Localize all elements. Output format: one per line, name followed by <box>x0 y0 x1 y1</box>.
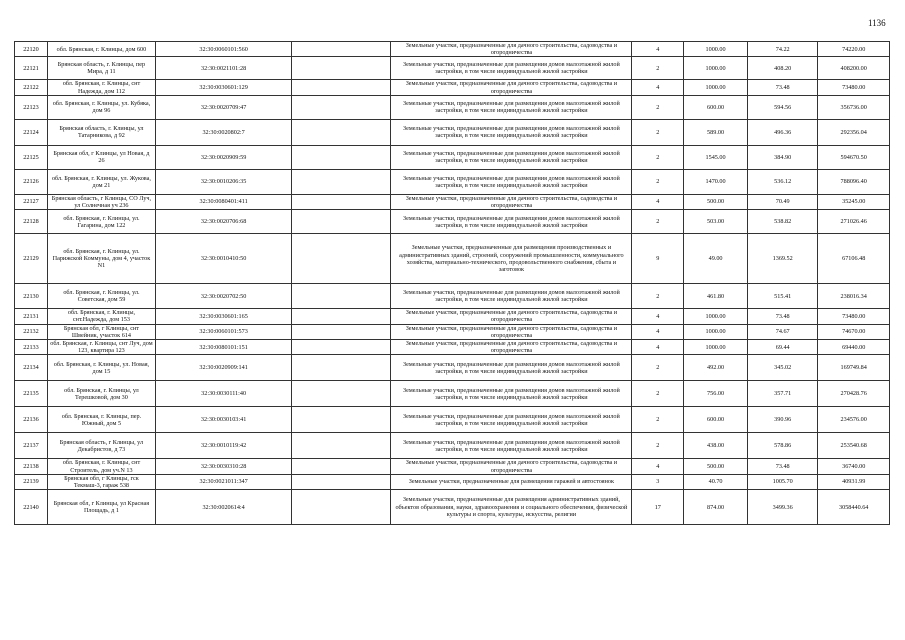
table-row <box>15 407 890 433</box>
group-cell: 4 <box>632 309 684 324</box>
specific-value-cell: 73.48 <box>747 80 817 95</box>
cadastral-number-cell: 32:30:0030103:41 <box>155 407 291 433</box>
specific-value-cell: 538.82 <box>747 210 817 234</box>
table-row <box>15 145 890 169</box>
empty-cell <box>292 355 391 381</box>
empty-cell <box>292 119 391 145</box>
address-cell: обл. Брянская, г. Клинцы, снт.Надежда, дом 153 <box>48 309 156 324</box>
group-cell: 9 <box>632 234 684 284</box>
area-cell: 500.00 <box>684 459 748 474</box>
row-id-cell: 22120 <box>15 42 48 57</box>
cadastral-number-cell: 32:30:0030601:165 <box>155 309 291 324</box>
area-cell: 49.00 <box>684 234 748 284</box>
group-cell: 2 <box>632 407 684 433</box>
table-row <box>15 210 890 234</box>
land-use-cell: Земельные участки, предназначенные для размещения административных зданий, объектов образования, науки, здравоохранения и социального обеспечения, физической культуры и спорта, культуры, искусства, религии <box>391 490 632 525</box>
land-use-cell: Земельные участки, предназначенные для дачного строительства, садоводства и огородничества <box>391 459 632 474</box>
group-cell: 4 <box>632 324 684 339</box>
cadastral-value-cell: 234576.00 <box>818 407 890 433</box>
cadastral-number-cell: 32:30:0010206:35 <box>155 169 291 194</box>
cadastral-number-cell: 32:30:0021101:28 <box>155 57 291 80</box>
group-cell: 2 <box>632 119 684 145</box>
group-cell: 4 <box>632 80 684 95</box>
cadastral-value-cell: 270428.76 <box>818 381 890 407</box>
address-cell: Брянская область, г Клинцы, СО Луч, ул Солнечная уч 236 <box>48 194 156 209</box>
land-use-cell: Земельные участки, предназначенные для дачного строительства, садоводства и огородничества <box>391 340 632 355</box>
cadastral-value-cell: 594670.50 <box>818 145 890 169</box>
land-use-cell: Земельные участки, предназначенные для дачного строительства, садоводства и огородничества <box>391 194 632 209</box>
cadastral-number-cell: 32:30:0021011:347 <box>155 474 291 489</box>
cadastral-value-cell: 67106.48 <box>818 234 890 284</box>
address-cell: обл. Брянская, г. Клинцы, ул. Новая, дом 15 <box>48 355 156 381</box>
land-use-cell: Земельные участки, предназначенные для размещения домов малоэтажной жилой застройки, в том числе индивидуальной жилой застройки <box>391 407 632 433</box>
land-use-cell: Земельные участки, предназначенные для размещения гаражей и автостоянок <box>391 474 632 489</box>
table-row <box>15 284 890 309</box>
cadastral-number-cell: 32:30:0020909:59 <box>155 145 291 169</box>
group-cell: 2 <box>632 284 684 309</box>
row-id-cell: 22126 <box>15 169 48 194</box>
group-cell: 2 <box>632 355 684 381</box>
empty-cell <box>292 42 391 57</box>
row-id-cell: 22131 <box>15 309 48 324</box>
cadastral-value-cell: 36740.00 <box>818 459 890 474</box>
row-id-cell: 22130 <box>15 284 48 309</box>
address-cell: обл. Брянская, г. Клинцы, дом 600 <box>48 42 156 57</box>
empty-cell <box>292 407 391 433</box>
empty-cell <box>292 284 391 309</box>
land-use-cell: Земельные участки, предназначенные для размещения домов малоэтажной жилой застройки, в том числе индивидуальной жилой застройки <box>391 355 632 381</box>
table-row <box>15 234 890 284</box>
land-use-cell: Земельные участки, предназначенные для размещения домов малоэтажной жилой застройки, в том числе индивидуальной жилой застройки <box>391 145 632 169</box>
area-cell: 1000.00 <box>684 42 748 57</box>
area-cell: 438.00 <box>684 433 748 459</box>
cadastral-value-cell: 40931.99 <box>818 474 890 489</box>
specific-value-cell: 70.49 <box>747 194 817 209</box>
specific-value-cell: 345.02 <box>747 355 817 381</box>
area-cell: 589.00 <box>684 119 748 145</box>
table-row <box>15 42 890 57</box>
address-cell: обл. Брянская, г. Клинцы, снт Строитель, дом уч.N 13 <box>48 459 156 474</box>
land-use-cell: Земельные участки, предназначенные для размещения домов малоэтажной жилой застройки, в том числе индивидуальной жилой застройки <box>391 210 632 234</box>
address-cell: Брянская область, г Клинцы, ул Декабристов, д 73 <box>48 433 156 459</box>
area-cell: 756.00 <box>684 381 748 407</box>
table-row <box>15 355 890 381</box>
row-id-cell: 22134 <box>15 355 48 381</box>
specific-value-cell: 74.67 <box>747 324 817 339</box>
cadastral-number-cell: 32:30:0020706:68 <box>155 210 291 234</box>
group-cell: 2 <box>632 95 684 119</box>
row-id-cell: 22127 <box>15 194 48 209</box>
area-cell: 492.00 <box>684 355 748 381</box>
empty-cell <box>292 95 391 119</box>
cadastral-value-cell: 271026.46 <box>818 210 890 234</box>
cadastral-value-cell: 74220.00 <box>818 42 890 57</box>
land-use-cell: Земельные участки, предназначенные для размещения домов малоэтажной жилой застройки, в том числе индивидуальной жилой застройки <box>391 433 632 459</box>
row-id-cell: 22139 <box>15 474 48 489</box>
group-cell: 4 <box>632 194 684 209</box>
table-row <box>15 80 890 95</box>
empty-cell <box>292 169 391 194</box>
cadastral-number-cell: 32:30:0080401:411 <box>155 194 291 209</box>
cadastral-number-cell: 32:30:0020802:7 <box>155 119 291 145</box>
address-cell: обл. Брянская, г. Клинцы, ул Терешковой, дом 30 <box>48 381 156 407</box>
table-row <box>15 459 890 474</box>
address-cell: обл. Брянская, г. Клинцы, пер. Южный, дом 5 <box>48 407 156 433</box>
address-cell: обл. Брянская, г. Клинцы, ул. Гагарина, дом 122 <box>48 210 156 234</box>
land-use-cell: Земельные участки, предназначенные для размещения производственных и административных зданий, строений, сооружений промышленности, коммунального хозяйства, материально-технического, продовольственного снабжения, сбыта и заготовок <box>391 234 632 284</box>
specific-value-cell: 1369.52 <box>747 234 817 284</box>
row-id-cell: 22122 <box>15 80 48 95</box>
specific-value-cell: 515.41 <box>747 284 817 309</box>
specific-value-cell: 408.20 <box>747 57 817 80</box>
land-use-cell: Земельные участки, предназначенные для дачного строительства, садоводства и огородничества <box>391 324 632 339</box>
cadastral-value-cell: 69440.00 <box>818 340 890 355</box>
specific-value-cell: 578.86 <box>747 433 817 459</box>
row-id-cell: 22138 <box>15 459 48 474</box>
row-id-cell: 22121 <box>15 57 48 80</box>
cadastral-number-cell: 32:30:0020702:50 <box>155 284 291 309</box>
empty-cell <box>292 194 391 209</box>
address-cell: обл. Брянская, г. Клинцы, снт Надежда, дом 112 <box>48 80 156 95</box>
cadastral-number-cell: 32:30:0010119:42 <box>155 433 291 459</box>
area-cell: 503.00 <box>684 210 748 234</box>
land-use-cell: Земельные участки, предназначенные для размещения домов малоэтажной жилой застройки, в том числе индивидуальной жилой застройки <box>391 284 632 309</box>
group-cell: 17 <box>632 490 684 525</box>
table-row <box>15 57 890 80</box>
area-cell: 1000.00 <box>684 80 748 95</box>
land-use-cell: Земельные участки, предназначенные для размещения домов малоэтажной жилой застройки, в том числе индивидуальной жилой застройки <box>391 95 632 119</box>
table-row <box>15 169 890 194</box>
specific-value-cell: 3499.36 <box>747 490 817 525</box>
area-cell: 461.80 <box>684 284 748 309</box>
empty-cell <box>292 433 391 459</box>
address-cell: Брянская обл, г Клинцы, ул Новая, д 26 <box>48 145 156 169</box>
cadastral-number-cell: 32:30:0060101:573 <box>155 324 291 339</box>
specific-value-cell: 73.48 <box>747 309 817 324</box>
cadastral-value-cell: 788096.40 <box>818 169 890 194</box>
specific-value-cell: 69.44 <box>747 340 817 355</box>
cadastral-value-cell: 292356.04 <box>818 119 890 145</box>
cadastral-number-cell: 32:30:0020614:4 <box>155 490 291 525</box>
cadastral-value-cell: 408200.00 <box>818 57 890 80</box>
area-cell: 1000.00 <box>684 324 748 339</box>
specific-value-cell: 496.36 <box>747 119 817 145</box>
page-number: 1136 <box>868 18 886 28</box>
land-use-cell: Земельные участки, предназначенные для дачного строительства, садоводства и огородничества <box>391 42 632 57</box>
specific-value-cell: 384.90 <box>747 145 817 169</box>
table-row <box>15 433 890 459</box>
empty-cell <box>292 145 391 169</box>
row-id-cell: 22137 <box>15 433 48 459</box>
cadastral-number-cell: 32:30:0020909:141 <box>155 355 291 381</box>
row-id-cell: 22135 <box>15 381 48 407</box>
land-use-cell: Земельные участки, предназначенные для размещения домов малоэтажной жилой застройки, в том числе индивидуальной жилой застройки <box>391 169 632 194</box>
row-id-cell: 22133 <box>15 340 48 355</box>
table-row <box>15 381 890 407</box>
row-id-cell: 22124 <box>15 119 48 145</box>
specific-value-cell: 1005.70 <box>747 474 817 489</box>
row-id-cell: 22129 <box>15 234 48 284</box>
specific-value-cell: 73.48 <box>747 459 817 474</box>
group-cell: 2 <box>632 169 684 194</box>
address-cell: Брянская обл, г Клинцы, ул Красная Площадь, д 1 <box>48 490 156 525</box>
cadastral-number-cell: 32:30:0060101:560 <box>155 42 291 57</box>
cadastral-value-cell: 3058440.64 <box>818 490 890 525</box>
address-cell: Брянская обл, г Клинцы, гск Текмаш-3, гараж 538 <box>48 474 156 489</box>
empty-cell <box>292 234 391 284</box>
land-use-cell: Земельные участки, предназначенные для размещения домов малоэтажной жилой застройки, в том числе индивидуальной жилой застройки <box>391 119 632 145</box>
area-cell: 1000.00 <box>684 309 748 324</box>
table-row <box>15 490 890 525</box>
area-cell: 1545.00 <box>684 145 748 169</box>
cadastral-value-cell: 73480.00 <box>818 80 890 95</box>
address-cell: обл. Брянская, г. Клинцы, ул. Кубяка, дом 96 <box>48 95 156 119</box>
empty-cell <box>292 459 391 474</box>
cadastral-number-cell: 32:30:0030111:40 <box>155 381 291 407</box>
address-cell: обл. Брянская, г. Клинцы, ул. Парижской Коммуны, дом 4, участок N1 <box>48 234 156 284</box>
address-cell: обл. Брянская, г. Клинцы, ул. Жукова, дом 21 <box>48 169 156 194</box>
address-cell: Брянская область, г. Клинцы, ул Татарникова, д 92 <box>48 119 156 145</box>
cadastral-number-cell: 32:30:0020709:47 <box>155 95 291 119</box>
empty-cell <box>292 80 391 95</box>
empty-cell <box>292 474 391 489</box>
empty-cell <box>292 381 391 407</box>
cadastral-number-cell: 32:30:0080101:151 <box>155 340 291 355</box>
specific-value-cell: 357.71 <box>747 381 817 407</box>
empty-cell <box>292 490 391 525</box>
row-id-cell: 22132 <box>15 324 48 339</box>
land-use-cell: Земельные участки, предназначенные для размещения домов малоэтажной жилой застройки, в том числе индивидуальной жилой застройки <box>391 57 632 80</box>
cadastral-number-cell: 32:30:0010410:50 <box>155 234 291 284</box>
cadastral-number-cell: 32:30:0030310:28 <box>155 459 291 474</box>
land-use-cell: Земельные участки, предназначенные для размещения домов малоэтажной жилой застройки, в том числе индивидуальной жилой застройки <box>391 381 632 407</box>
empty-cell <box>292 57 391 80</box>
group-cell: 3 <box>632 474 684 489</box>
empty-cell <box>292 324 391 339</box>
group-cell: 2 <box>632 433 684 459</box>
row-id-cell: 22136 <box>15 407 48 433</box>
empty-cell <box>292 210 391 234</box>
empty-cell <box>292 340 391 355</box>
cadastral-value-cell: 73480.00 <box>818 309 890 324</box>
area-cell: 600.00 <box>684 95 748 119</box>
area-cell: 500.00 <box>684 194 748 209</box>
address-cell: Брянская обл, г Клинцы, снт Швейник, участок 614 <box>48 324 156 339</box>
table-row <box>15 340 890 355</box>
row-id-cell: 22123 <box>15 95 48 119</box>
land-use-cell: Земельные участки, предназначенные для дачного строительства, садоводства и огородничества <box>391 80 632 95</box>
area-cell: 40.70 <box>684 474 748 489</box>
group-cell: 2 <box>632 210 684 234</box>
specific-value-cell: 536.12 <box>747 169 817 194</box>
specific-value-cell: 74.22 <box>747 42 817 57</box>
group-cell: 4 <box>632 340 684 355</box>
row-id-cell: 22140 <box>15 490 48 525</box>
row-id-cell: 22128 <box>15 210 48 234</box>
cadastral-value-cell: 74670.00 <box>818 324 890 339</box>
group-cell: 2 <box>632 57 684 80</box>
specific-value-cell: 594.56 <box>747 95 817 119</box>
table-row <box>15 309 890 324</box>
cadastral-value-cell: 238016.34 <box>818 284 890 309</box>
cadastral-value-cell: 35245.00 <box>818 194 890 209</box>
address-cell: обл. Брянская, г. Клинцы, снт Луч, дом 123, квартира 123 <box>48 340 156 355</box>
group-cell: 2 <box>632 381 684 407</box>
table-row <box>15 194 890 209</box>
area-cell: 1470.00 <box>684 169 748 194</box>
area-cell: 1000.00 <box>684 57 748 80</box>
group-cell: 2 <box>632 145 684 169</box>
cadastral-value-cell: 356736.00 <box>818 95 890 119</box>
address-cell: Брянская область, г. Клинцы, пер Мира, д 11 <box>48 57 156 80</box>
cadastral-value-cell: 253540.68 <box>818 433 890 459</box>
specific-value-cell: 390.96 <box>747 407 817 433</box>
group-cell: 4 <box>632 459 684 474</box>
area-cell: 600.00 <box>684 407 748 433</box>
table-row <box>15 95 890 119</box>
area-cell: 874.00 <box>684 490 748 525</box>
table-row <box>15 324 890 339</box>
row-id-cell: 22125 <box>15 145 48 169</box>
cadastral-number-cell: 32:30:0030601:129 <box>155 80 291 95</box>
area-cell: 1000.00 <box>684 340 748 355</box>
empty-cell <box>292 309 391 324</box>
cadastral-value-cell: 169749.84 <box>818 355 890 381</box>
land-registry-table <box>14 41 890 525</box>
address-cell: обл. Брянская, г. Клинцы, ул. Советская, дом 59 <box>48 284 156 309</box>
table-body <box>15 42 890 525</box>
table-row <box>15 119 890 145</box>
group-cell: 4 <box>632 42 684 57</box>
table-row <box>15 474 890 489</box>
land-use-cell: Земельные участки, предназначенные для дачного строительства, садоводства и огородничества <box>391 309 632 324</box>
